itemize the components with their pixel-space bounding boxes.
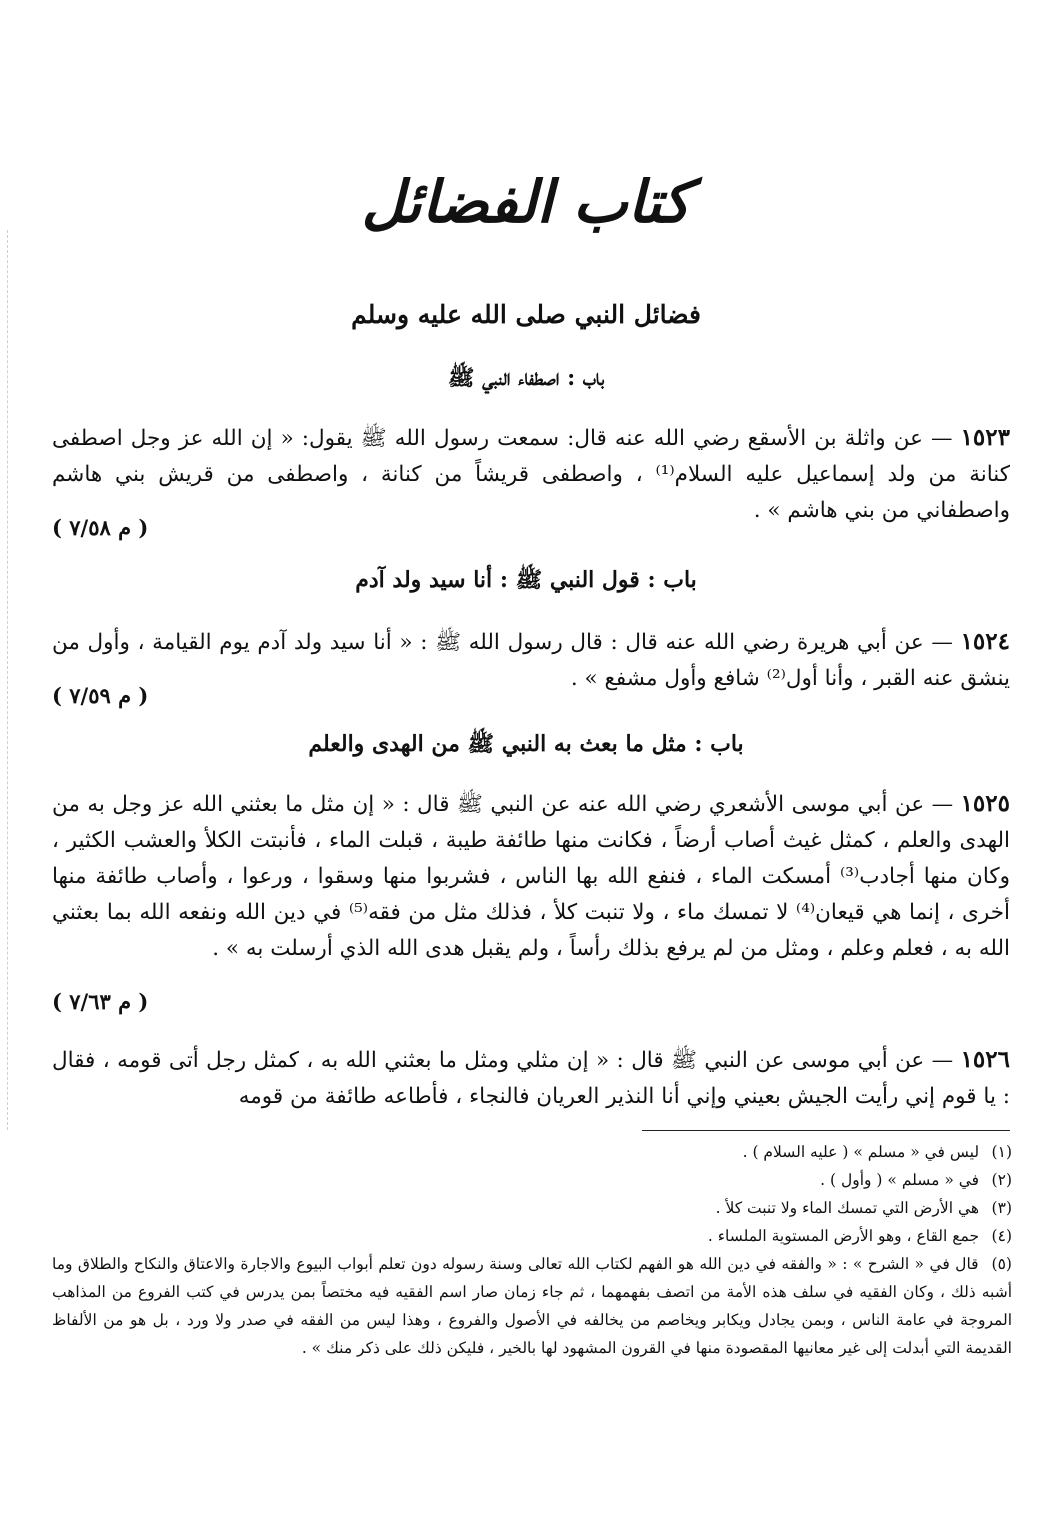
hadith-reference: ( م ٧/٦٣ )	[52, 989, 149, 1014]
footnote	[52, 1194, 1012, 1222]
footnote-text: في « مسلم » ( وأول ) .	[820, 1171, 980, 1189]
hadith-number: ١٥٢٦	[960, 1046, 1010, 1073]
footnote-text: جمع القاع ، وهو الأرض المستوية الملساء .	[707, 1227, 980, 1245]
hadith-number: ١٥٢٤	[960, 628, 1010, 655]
footnote-number: (٣)	[991, 1199, 1012, 1217]
footnote-text: قال في « الشرح » : « والفقه في دين الله هو الفهم لكتاب الله تعالى وسنة رسوله دون تعلم أبواب البيوع والاجارة والاعتاق والنكاح والطلاق وما أشبه ذلك ، وكان الفقيه في سلف هذه الأمة من اتصف بفهمهما ، ثم جاء زمان صار اسم الفقيه فيه مختصاً بمن يدرس في كتب الفروع من المذاهب المروجة في عامة الناس ، وبمن يجادل ويكابر ويخاصم من يخالفه في الأصول والفروع ، وهذا ليس من الفقه في صدر ولا ورد ، بل هو من الألفاظ القديمة التي أبدلت إلى غير معانيها المقصودة منها في القرون المشهود لها بالخير ، فليكن ذلك على ذكر منك » .	[52, 1255, 1012, 1357]
footnote	[52, 1138, 1012, 1166]
hadith-number: ١٥٢٥	[960, 790, 1010, 817]
hadith-text: — عن واثلة بن الأسقع رضي الله عنه قال: سمعت رسول الله ﷺ يقول: « إن الله عز وجل اصطفى كنانة من ولد إسماعيل عليه السلام⁽¹⁾ ، واصطفى قريشاً من كنانة ، واصطفى من قريش بني هاشم واصطفاني من بني هاشم » .	[52, 426, 1010, 523]
footnote-text: هي الأرض التي تمسك الماء ولا تنبت كلأ .	[715, 1199, 980, 1217]
footnote-number: (٥)	[991, 1255, 1012, 1273]
footnote	[52, 1250, 1012, 1362]
chapter-heading: باب : مثل ما بعث به النبي ﷺ من الهدى والعلم	[308, 731, 744, 757]
footnotes	[52, 1138, 1012, 1362]
footnote-text: ليس في « مسلم » ( عليه السلام ) .	[742, 1143, 980, 1161]
hadith-text: — عن أبي موسى الأشعري رضي الله عنه عن النبي ﷺ قال : « إن مثل ما بعثني الله عز وجل به من الهدى والعلم ، كمثل غيث أصاب أرضاً ، فكانت منها طائفة طيبة ، قبلت الماء ، فأنبتت الكلأ والعشب الكثير ، وكان منها أجادب⁽³⁾ أمسكت الماء ، فنفع الله بها الناس ، فشربوا منها وسقوا ، ورعوا ، وأصاب طائفة منها أخرى ، إنما هي قيعان⁽⁴⁾ لا تمسك ماء ، ولا تنبت كلأ ، فذلك مثل من فقه⁽⁵⁾ في دين الله ونفعه الله بما بعثني الله به ، فعلم وعلم ، ومثل من لم يرفع بذلك رأساً ، ولم يقبل هدى الله الذي أرسلت به » .	[52, 792, 1011, 961]
hadith-reference: ( م ٧/٥٨ )	[52, 515, 149, 540]
hadith-paragraph	[52, 420, 1010, 540]
hadith-paragraph	[52, 1042, 1010, 1115]
footnote	[52, 1222, 1012, 1250]
book-title: كتاب الفضائل	[361, 168, 691, 236]
chapter-heading: باب : اصطفاء النبي ﷺ	[447, 365, 605, 391]
footnote-separator	[642, 1130, 1010, 1131]
hadith-text: — عن أبي موسى عن النبي ﷺ قال : « إن مثلي ومثل ما بعثني الله به ، كمثل رجل أتى قومه ، فقال : يا قوم إني رأيت الجيش بعيني وإني أنا النذير العريان فالنجاء ، فأطاعه طائفة من قومه	[52, 1048, 1010, 1109]
hadith-number: ١٥٢٣	[960, 424, 1010, 451]
footnote-number: (٤)	[991, 1227, 1012, 1245]
hadith-reference: ( م ٧/٥٩ )	[52, 683, 149, 708]
footnote-number: (١)	[991, 1143, 1012, 1161]
footnote-number: (٢)	[991, 1171, 1012, 1189]
hadith-text: — عن أبي هريرة رضي الله عنه قال : قال رسول الله ﷺ : « أنا سيد ولد آدم يوم القيامة ، وأول من ينشق عنه القبر ، وأنا أول⁽²⁾ شافع وأول مشفع » .	[52, 630, 1010, 691]
hadith-paragraph	[52, 786, 1011, 1014]
chapter-heading: باب : قول النبي ﷺ : أنا سيد ولد آدم	[355, 567, 697, 593]
section-title: فضائل النبي صلى الله عليه وسلم	[351, 300, 701, 329]
footnote	[52, 1166, 1012, 1194]
hadith-paragraph	[52, 624, 1010, 708]
